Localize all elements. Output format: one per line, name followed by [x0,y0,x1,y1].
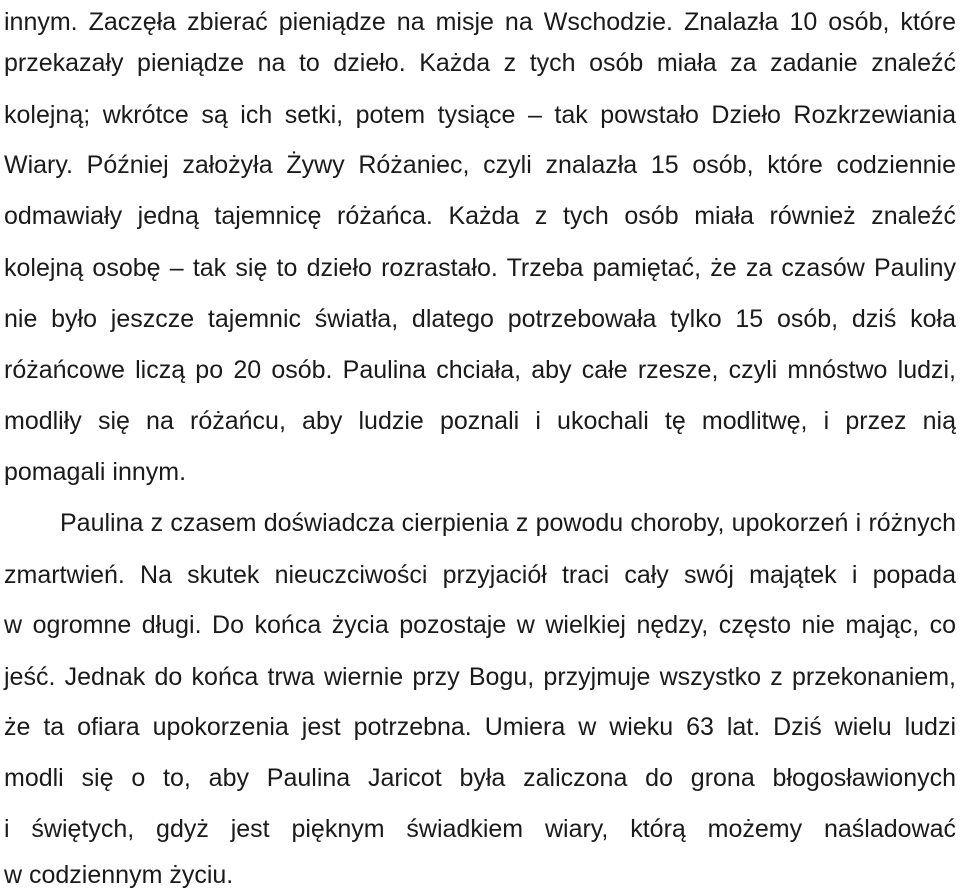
text-line: Wiary. Później założyła Żywy Różaniec, czyli znalazła 15 osób, które codziennie [4,151,956,179]
text-line: zmartwień. Na skutek nieuczciwości przyjaciół traci cały swój majątek i popada [4,561,956,589]
text-line: że ta ofiara upokorzenia jest potrzebna. Umiera w wieku 63 lat. Dziś wielu ludzi [4,713,956,741]
text-line: i świętych, gdyż jest pięknym świadkiem wiary, którą możemy naśladować [4,815,956,843]
text-line: modliły się na różańcu, aby ludzie poznali i ukochali tę modlitwę, i przez nią [4,407,956,435]
text-line: w codziennym życiu. [4,861,234,889]
text-line: nie było jeszcze tajemnic światła, dlatego potrzebowała tylko 15 osób, dziś koła [4,305,956,333]
text-line: przekazały pieniądze na to dzieło. Każda z tych osób miała za zadanie znaleźć [4,49,956,77]
text-line: w ogromne długi. Do końca życia pozostaje w wielkiej nędzy, często nie mając, co [4,611,956,639]
text-line: kolejną; wkrótce są ich setki, potem tysiące – tak powstało Dzieło Rozkrzewiania [4,101,956,129]
text-line: innym. Zaczęła zbierać pieniądze na misje na Wschodzie. Znalazła 10 osób, które [4,8,956,36]
text-line: odmawiały jedną tajemnicę różańca. Każda z tych osób miała również znaleźć [4,202,956,230]
text-line: kolejną osobę – tak się to dzieło rozrastało. Trzeba pamiętać, że za czasów Pauliny [4,254,956,282]
text-line: Paulina z czasem doświadcza cierpienia z powodu choroby, upokorzeń i różnych [60,509,956,537]
text-line: pomagali innym. [4,458,187,486]
text-line: modli się o to, aby Paulina Jaricot była zaliczona do grona błogosławionych [4,764,956,792]
text-line: jeść. Jednak do końca trwa wiernie przy Bogu, przyjmuje wszystko z przekonaniem, [4,663,956,691]
text-line: różańcowe liczą po 20 osób. Paulina chciała, aby całe rzesze, czyli mnóstwo ludzi, [4,356,956,384]
